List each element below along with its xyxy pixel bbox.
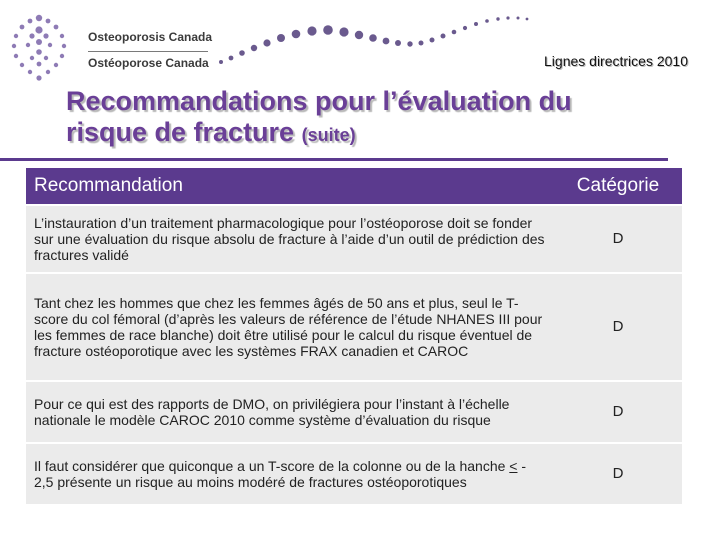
less-than-equal-symbol: <	[509, 458, 518, 474]
recommendations-table	[26, 166, 682, 506]
category-value: D	[554, 274, 682, 380]
slide-title	[66, 86, 686, 151]
recommendation-text: L’instauration d’un traitement pharmacologique pour l’ostéoporose doit se fonder sur une évaluation du risque absolu de fracture à l’aide d’un outil de prédiction des fractures validé	[26, 206, 554, 272]
category-value: D	[554, 444, 682, 504]
header-recommendation: Recommandation	[26, 168, 554, 204]
category-value: D	[554, 382, 682, 442]
title-line-1: Recommandations pour l’évaluation du	[66, 86, 572, 116]
organization-name	[88, 30, 212, 71]
table-row	[26, 206, 682, 272]
recommendation-text-part: - 2,5 présente un risque au moins modéré de fractures ostéoporotiques	[34, 458, 527, 490]
table-row	[26, 444, 682, 504]
table-row	[26, 382, 682, 442]
header-category: Catégorie	[554, 168, 682, 204]
recommendation-text	[26, 444, 554, 504]
table-row	[26, 274, 682, 380]
org-divider	[88, 51, 208, 52]
org-name-en: Osteoporosis Canada	[88, 30, 213, 44]
recommendation-text: Pour ce qui est des rapports de DMO, on privilégiera pour l’instant à l’échelle nationale le modèle CAROC 2010 comme système d’évaluation du risque	[26, 382, 554, 442]
guidelines-label: Lignes directrices 2010	[544, 53, 688, 69]
recommendation-text: Tant chez les hommes que chez les femmes âgés de 50 ans et plus, seul le T-score du col fémoral (d’après les valeurs de référence de l’étude NHANES III pour les femmes de race blanche) doit être utilisé pour le calcul du risque éventuel de fracture ostéoporotique avec les systèmes FRAX canadien et CAROC	[26, 274, 554, 380]
recommendation-text-part: Il faut considérer que quiconque a un T-score de la colonne ou de la hanche	[34, 458, 510, 474]
title-line-2: risque de fracture	[66, 117, 295, 147]
category-value: D	[554, 206, 682, 272]
table-header-row	[26, 168, 682, 204]
osteoporosis-canada-logo-icon	[8, 12, 70, 84]
org-name-fr: Ostéoporose Canada	[88, 56, 209, 70]
title-underline	[0, 158, 668, 161]
title-suffix: (suite)	[301, 125, 356, 145]
decorative-dot-arc	[215, 10, 535, 70]
